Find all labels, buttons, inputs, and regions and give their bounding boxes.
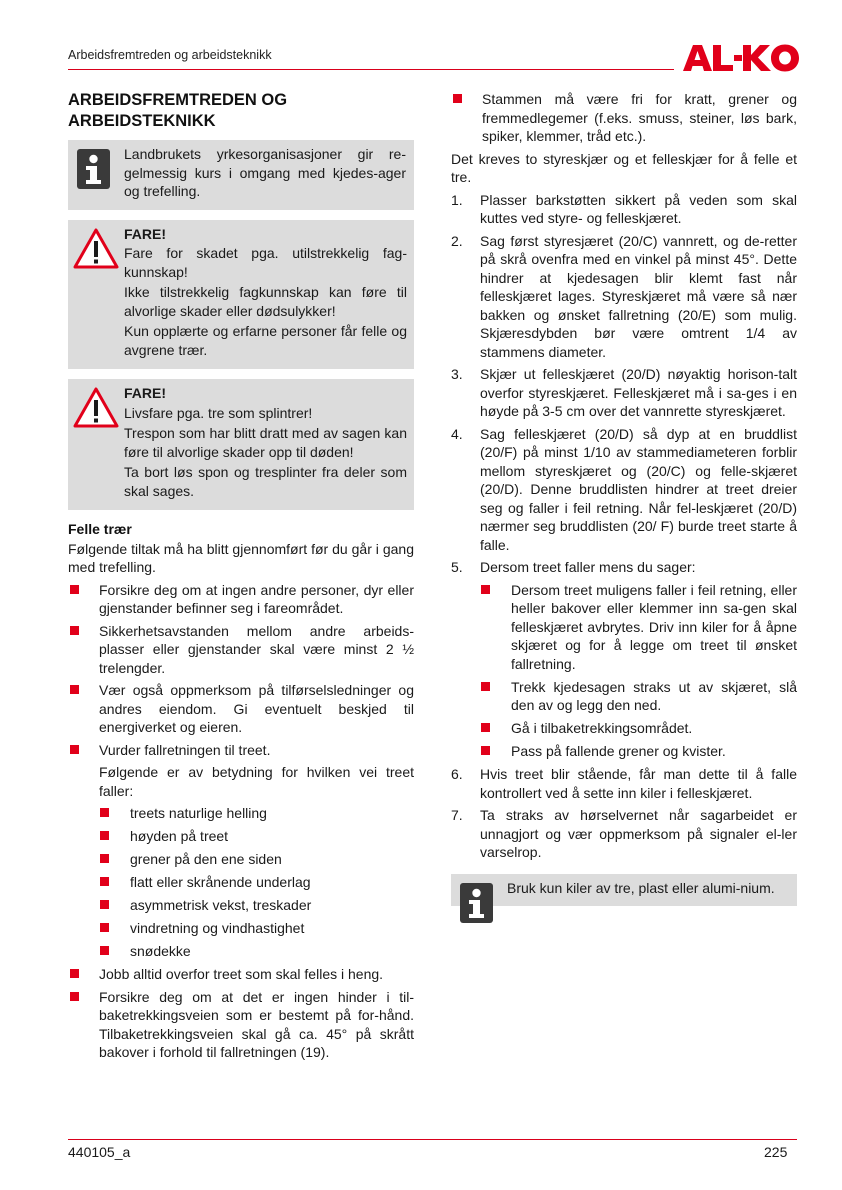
- bullet-square-icon: [70, 969, 79, 978]
- subsection-title: Felle trær: [68, 521, 132, 537]
- list-item: Stammen må være fri for kratt, grener og fremmedlegemer (f.eks. smuss, steiner, løs bark, spiker, klemmer, tråd etc.).: [451, 90, 797, 146]
- step-item: 7. Ta straks av hørselvernet når sagarbeidet er unnagjort og vær oppmerksom på signaler el-ler varselrop.: [451, 807, 797, 860]
- factors-intro: Følgende er av betydning for hvilken vei treet faller:: [99, 764, 414, 799]
- list-item: vindretning og vindhastighet: [99, 919, 414, 938]
- bullet-square-icon: [70, 585, 79, 594]
- info-note-text: Landbrukets yrkesorganisasjoner gir re-gelmessig kurs i omgang med kjedes-ager og trefelling.: [124, 146, 406, 199]
- bullet-square-icon: [100, 923, 109, 932]
- info-note: [68, 140, 414, 210]
- left-column: [68, 90, 414, 1066]
- footer-divider: [68, 1139, 797, 1140]
- danger-box: [68, 220, 414, 370]
- step-item: 1. Plasser barkstøtten sikkert på veden som skal kuttes ved styre- og felleskjæret.: [451, 191, 797, 226]
- danger-title: FARE!: [124, 225, 166, 242]
- page-number: 225: [764, 1144, 788, 1160]
- danger-text: Trespon som har blitt dratt med av sagen kan føre til alvorlige skader opp til døden!: [124, 425, 407, 460]
- bullet-square-icon: [100, 808, 109, 817]
- danger-text: Kun opplærte og erfarne personer får felle og avgrene trær.: [124, 323, 407, 358]
- bullet-square-icon: [481, 585, 490, 594]
- header-divider: [68, 69, 674, 70]
- running-header: Arbeidsfremtreden og arbeidsteknikk: [68, 48, 272, 62]
- felling-intro: Følgende tiltak må ha blitt gjennomført før du går i gang med trefelling.: [68, 540, 414, 575]
- list-item: grener på den ene siden: [99, 850, 414, 869]
- step-item: 2. Sag først styresjæret (20/C) vannrett, og de-retter på skrå ovenfra med en vinkel på minst 45°. Dette hindrer at kjedesagen blir klemt fast når felleskjæret lages. Styreskjæret må være så nær bakken og ønsket fallretning (20/E) som mulig. Skjæresdybden bør være omtrent 1/4 av stammens diameter.: [451, 232, 797, 360]
- step-item: 3. Skjær ut felleskjæret (20/D) nøyaktig horison-talt overfor styreskjæret. Felleskjæret må i sa-ges i en høyde på 3-5 cm over det vannrette styreskjæret.: [451, 366, 797, 419]
- info-icon: [77, 149, 110, 189]
- list-item: asymmetrisk vekst, treskader: [99, 896, 414, 915]
- list-item: Dersom treet muligens faller i feil retning, eller heller bakover eller klemmer inn sa-gen skal felleskjæret avbrytes. Driv inn kiler for å åpne skjæret og for å legge om treet til ønsket fallretning.: [480, 581, 797, 674]
- info-note-text: Bruk kun kiler av tre, plast eller alumi-nium.: [507, 879, 775, 896]
- precaution-list-cont: [451, 90, 797, 146]
- bullet-square-icon: [100, 854, 109, 863]
- bullet-square-icon: [481, 746, 490, 755]
- list-item: Sikkerhetsavstanden mellom andre arbeids-plasser eller gjenstander skal være minst 2 ½ trelengder.: [68, 622, 414, 678]
- danger-title: FARE!: [124, 385, 166, 401]
- warning-triangle-icon: [73, 387, 119, 428]
- danger-text: Ta bort løs spon og tresplinter fra deler som skal sages.: [124, 464, 407, 499]
- right-column: [451, 90, 797, 916]
- cuts-intro: Det kreves to styreskjær og et felleskjær for å felle et tre.: [451, 150, 797, 185]
- info-icon: [460, 883, 493, 923]
- list-item: Forsikre deg om at ingen andre personer, dyr eller gjenstander befinner seg i fareområdet.: [68, 581, 414, 618]
- list-item: flatt eller skrånende underlag: [99, 873, 414, 892]
- list-item: Trekk kjedesagen straks ut av skjæret, slå den av og legg den ned.: [480, 678, 797, 715]
- bullet-square-icon: [100, 877, 109, 886]
- bullet-square-icon: [70, 745, 79, 754]
- danger-text: Fare for skadet pga. utilstrekkelig fag-kunnskap!: [124, 245, 407, 280]
- bullet-square-icon: [100, 946, 109, 955]
- step5-list: [480, 581, 797, 761]
- section-title: ARBEIDSFREMTREDEN OG ARBEIDSTEKNIKK: [68, 91, 288, 130]
- alko-logo: [683, 44, 799, 72]
- list-item: Vurder fallretningen til treet. Følgende er av betydning for hvilken vei treet faller: treets naturlige helling høyden på treet grener på den ene siden flatt eller skrånende underlag asymmetrisk vekst, treskader vindretning og vindhastighet snødekke: [68, 741, 414, 961]
- bullet-square-icon: [70, 992, 79, 1001]
- bullet-square-icon: [481, 682, 490, 691]
- bullet-square-icon: [481, 723, 490, 732]
- list-item: Forsikre deg om at det er ingen hinder i til-baketrekkingsveien som er bestemt på for-hånd. Tilbaketrekkingsveien skal gå ca. 45° på skrått bakover i forhold til fallretningen (19).: [68, 988, 414, 1062]
- list-item: høyden på treet: [99, 827, 414, 846]
- bullet-square-icon: [100, 831, 109, 840]
- list-item: Vær også oppmerksom på tilførselsledninger og andres eiendom. Gi eventuelt beskjed til energiverket og eieren.: [68, 681, 414, 737]
- factor-list: [99, 804, 414, 961]
- bullet-square-icon: [453, 94, 462, 103]
- step-item: 4. Sag felleskjæret (20/D) så dyp at en bruddlist (20/F) på minst 1/10 av stammediameteren forblir mellom styreskjæret og (20/C) og felle-skjæret (20/D). Denne bruddlisten hindrer at treet dreier seg og faller i feil retning. Når fel-leskjæret (20/D) nærmer seg bruddlisten (20/ F) burde treet starte å falle.: [451, 425, 797, 553]
- list-item: snødekke: [99, 942, 414, 961]
- list-item: Pass på fallende grener og kvister.: [480, 742, 797, 761]
- danger-text: Ikke tilstrekkelig fagkunnskap kan føre til alvorlige skader eller dødsulykker!: [124, 284, 407, 319]
- info-note: [451, 874, 797, 907]
- list-item: treets naturlige helling: [99, 804, 414, 823]
- step-item: 6. Hvis treet blir stående, får man dette til å falle kontrollert ved å sette inn kiler i felleskjæret.: [451, 766, 797, 801]
- danger-box: [68, 379, 414, 510]
- warning-triangle-icon: [73, 228, 119, 269]
- felling-steps: [451, 191, 797, 862]
- precaution-list: [68, 581, 414, 1062]
- step-item: 5. Dersom treet faller mens du sager: Dersom treet muligens faller i feil retning, eller heller bakover eller klemmer inn sa-gen skal felleskjæret avbrytes. Driv inn kiler for å åpne skjæret og for å legge om treet til ønsket fallretning. Trekk kjedesagen straks ut av skjæret, slå den av og legg den ned. Gå i tilbaketrekkingsområdet. Pass på fallende grener og kvister.: [451, 559, 797, 759]
- document-id: 440105_a: [68, 1144, 131, 1160]
- bullet-square-icon: [70, 626, 79, 635]
- list-item: Gå i tilbaketrekkingsområdet.: [480, 719, 797, 738]
- bullet-square-icon: [70, 685, 79, 694]
- list-item: Jobb alltid overfor treet som skal felles i heng.: [68, 965, 414, 984]
- bullet-square-icon: [100, 900, 109, 909]
- danger-text: Livsfare pga. tre som splintrer!: [124, 404, 313, 421]
